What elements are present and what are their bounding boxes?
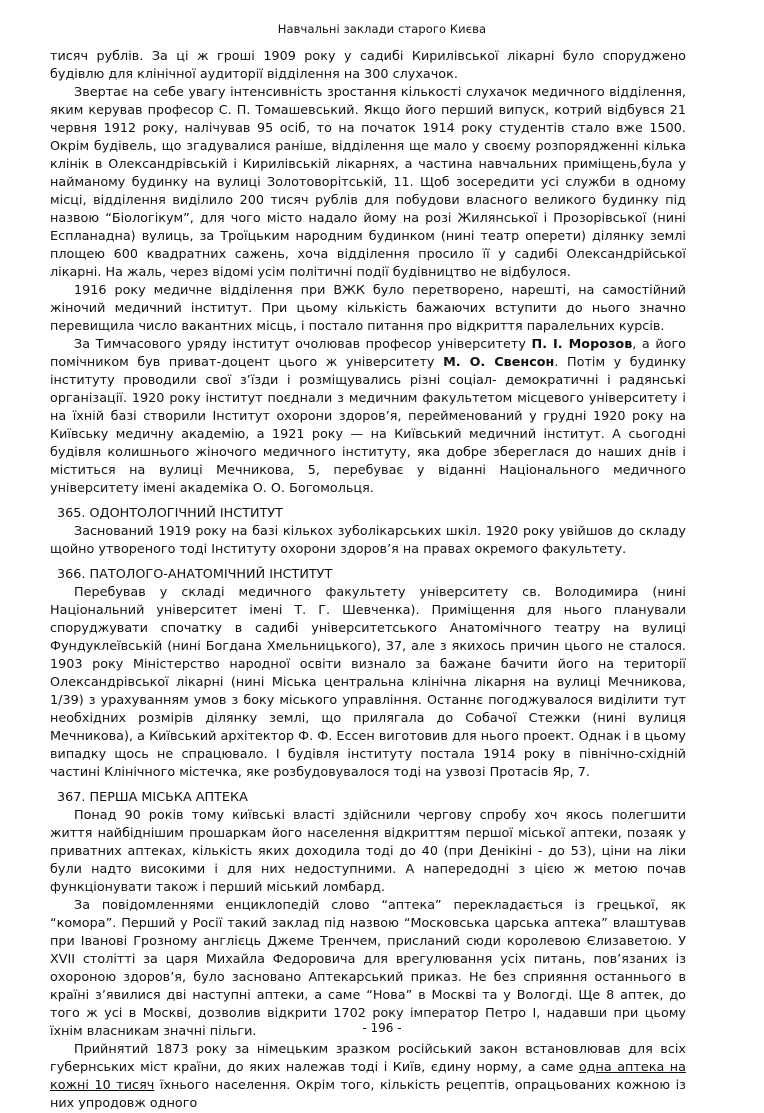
paragraph-text: . Потім у будинку інституту проводили свої з’їзди і розміщувались різні соціал- демократичні і радянські організації. 1920 року інститут поєднали з медичним факультетом місцевого університету і на їхній базі створили Інститут охорони здоров’я, перейменований у грудні 1920 року на Київську медичну академію, а 1921 року — на Київський медичний інститут. А сьогодні будівля колишнього жіночого медичного інституту, яка добре збереглася до наших днів і міститься на вулиці Мечникова, 5, перебуває у віданні Національного медичного університету імені академіка О. О. Богомольця.: [50, 355, 686, 496]
person-name-svenson: М. О. Свенсон: [443, 355, 555, 370]
paragraph-womens-medical-institute: 1916 року медичне відділення при ВЖК було перетворено, нарешті, на самостійний жіночий медичний інститут. При цьому кількість бажаючих вступити до нього значно перевищила число вакантних місць, і постало питання про відкриття паралельних курсів.: [50, 283, 686, 334]
section-367-text-law-1873: [50, 1041, 686, 1113]
paragraph-continuation: тисяч рублів. За ці ж гроші 1909 року у садибі Кирилівської лікарні було споруджено будівлю для клінічної аудиторії відділення на 300 слухачок.: [50, 49, 686, 82]
paragraph-text: Прийнятий 1873 року за німецьким зразком російський закон встановлював для всіх губернських міст країни, до яких належав тоді і Київ, єдину норму, а саме: [50, 1042, 686, 1075]
section-367-text-encyclopedia: За повідомленнями енциклопедій слово “аптека” перекладається із грецької, як “комора”. Перший у Росії такий заклад під назвою “Московська царська аптека” влаштував при Іванові Грозному англієць Джеме Тренчем, присланий сюди королевою Єлизаветою. У XVII столітті за царя Михайла Федоровича для врегулювання усіх питань, пов’язаних із охороною здоров’я, було засновано Аптекарський приказ. Не без сприяння останнього в країні з’явилися дві наступні аптеки, а саме “Нова” в Москві та у Вологді. Ще 8 аптек, до того ж усі в Москві, дозволив відкрити 1702 року імператор Петро I, надавши при цьому їхнім власникам значні пільги.: [50, 898, 686, 1039]
section-365-text: Заснований 1919 року на базі кількох зуболікарських шкіл. 1920 року увійшов до складу щойно утвореного тоді Інституту охорони здоров’я на правах окремого факультету.: [50, 524, 686, 557]
person-name-morozov: П. І. Морозов: [531, 337, 633, 352]
section-heading-367: 367. ПЕРША МІСЬКА АПТЕКА: [57, 790, 248, 805]
paragraph-text: , а його помічником був приват-доцент цього ж університету: [50, 337, 686, 370]
underlined-phrase: одна аптека на кожні 10 тисяч: [50, 1060, 686, 1093]
body-text: [50, 48, 686, 1113]
section-367-text: Понад 90 років тому київські власті здійснили чергову спробу хоч якось полегшити життя найбіднішим прошаркам його населення відкриттям першої міської аптеки, позаяк у приватних аптеках, кількість яких доходила тоді до 40 (при Денікіні - до 53), ціни на ліки були надто високими і для них недоступними. А напередодні з цією ж метою почав функціонувати також і перший міський ломбард.: [50, 808, 686, 895]
section-366-text: Перебував у складі медичного факультету університету св. Володимира (нині Національний університет імені Т. Г. Шевченка). Приміщення для нього планували споруджувати спочатку в садибі університетського Анатомічного театру на вулиці Фундуклеївській (нині Богдана Хмельницького), 37, але з якихось причин цього не сталося. 1903 року Міністерство народної освіти визнало за бажане бачити його на території Олександрівської лікарні (нині Міська центральна клінічна лікарня на вулиці Мечникова, 1/39) з урахуванням умов з боку міського управління. Останнє погоджувалося виділити тут необхідних розмірів ділянку землі, що прилягала до Собачої Стежки (нині вулиця Мечникова), а Київський архітектор Ф. Ф. Ессен виготовив для нього проект. Однак і в цьому випадку щось не спрацювало. І будівля інституту постала 1914 року в північно-східній частині Клінічного містечка, яке розбудовувалося тоді на узвозі Протасів Яр, 7.: [50, 585, 686, 780]
paragraph-text: За Тимчасового уряду інститут очолював професор університету: [74, 337, 532, 352]
paragraph-text: їхнього населення. Окрім того, кількість рецептів, опрацьованих кожною із них упродовж одного: [50, 1078, 686, 1111]
paragraph-provisional-government: [50, 336, 686, 498]
paragraph-medical-department-growth: Звертає на себе увагу інтенсивність зростання кількості слухачок медичного відділення, яким керував професор С. П. Томашевський. Якщо його перший випуск, котрий відбувся 21 червня 1912 року, налічував 95 осіб, то на початок 1914 року студентів стало вже 1500. Окрім будівель, що згадувалися раніше, відділення ще мало у своєму розпорядженні кілька клінік в Олександрівській і Кирилівській лікарнях, а частина навчальних приміщень,була у найманому будинку на вулиці Золотоворітській, 11. Щоб зосередити усі служби в одному місці, відділення виділило 200 тисяч рублів для побудови власного великого будинку під назвою “Біологікум”, для чого місто надало йому на розі Жилянської і Прозорівської (нині Еспланадна) вулиць, за Троїцьким народним будинком (нині театр оперети) ділянку землі площею 600 квадратних сажень, хоча відділення просило її у садибі Олександрійської лікарні. На жаль, через відомі усім політичні події будівництво не відбулося.: [50, 85, 686, 280]
page-number: - 196 -: [362, 1021, 402, 1035]
section-heading-365: 365. ОДОНТОЛОГІЧНИЙ ІНСТИТУТ: [57, 506, 283, 521]
section-heading-366: 366. ПАТОЛОГО-АНАТОМІЧНИЙ ІНСТИТУТ: [57, 567, 333, 582]
running-header: Навчальні заклади старого Києва: [277, 22, 487, 36]
